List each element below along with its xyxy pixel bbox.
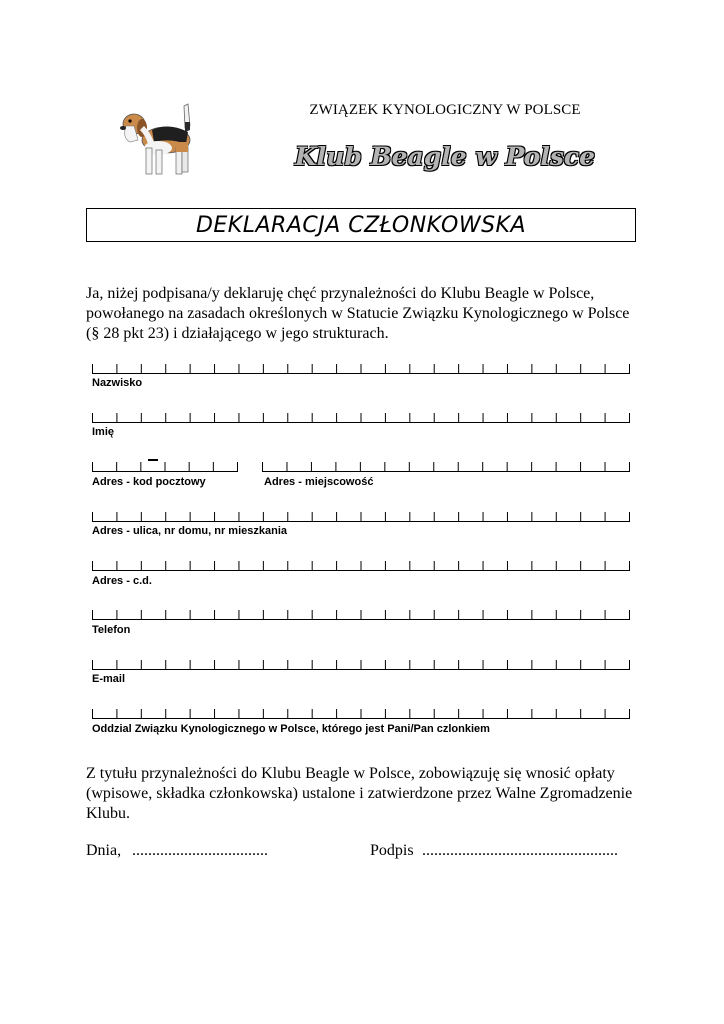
- branch-input[interactable]: [92, 709, 630, 718]
- postal-code-input[interactable]: [92, 462, 238, 471]
- date-label: Dnia,: [86, 842, 122, 859]
- page-title: DEKLARACJA CZŁONKOWSKA: [195, 213, 527, 238]
- city-input[interactable]: [262, 462, 630, 471]
- email-input[interactable]: [92, 660, 630, 669]
- branch-label: Oddzial Związku Kynologicznego w Polsce, którego jest Pani/Pan czlonkiem: [92, 723, 490, 735]
- club-name: Klub Beagle w Polsce: [294, 142, 596, 171]
- phone-input[interactable]: [92, 610, 630, 619]
- surname-input[interactable]: [92, 364, 630, 373]
- first-name-label: Imię: [92, 426, 115, 438]
- closing-paragraph: Z tytułu przynależności do Klubu Beagle w Polsce, zobowiązuję się wnosić opłaty (wpisowe, składka członkowska) ustalone i zatwierdzone przez Walne Zgromadzenie Klubu.: [86, 765, 633, 822]
- date-input-line[interactable]: ..................................: [132, 842, 268, 859]
- postal-code-label: Adres - kod pocztowy: [92, 476, 206, 488]
- title-box: [86, 208, 636, 242]
- city-label: Adres - miejscowość: [264, 476, 374, 488]
- signature-input-line[interactable]: .................................................: [422, 842, 618, 859]
- email-label: E-mail: [92, 673, 126, 685]
- address-cont-input[interactable]: [92, 561, 630, 570]
- signature-label: Podpis: [370, 842, 414, 859]
- address-cont-label: Adres - c.d.: [92, 575, 152, 587]
- phone-label: Telefon: [92, 624, 131, 636]
- surname-label: Nazwisko: [92, 377, 143, 389]
- street-input[interactable]: [92, 512, 630, 521]
- beagle-dog-icon: [96, 96, 216, 186]
- postal-code-dash: [148, 459, 158, 461]
- street-label: Adres - ulica, nr domu, nr mieszkania: [92, 525, 287, 537]
- first-name-input[interactable]: [92, 413, 630, 422]
- intro-paragraph: Ja, niżej podpisana/y deklaruję chęć przynależności do Klubu Beagle w Polsce, powołanego na zasadach określonych w Statucie Związku Kynologicznego w Polsce (§ 28 pkt 23) i działającego w jego strukturach.: [86, 285, 630, 342]
- organization-name: ZWIĄZEK KYNOLOGICZNY W POLSCE: [309, 102, 581, 118]
